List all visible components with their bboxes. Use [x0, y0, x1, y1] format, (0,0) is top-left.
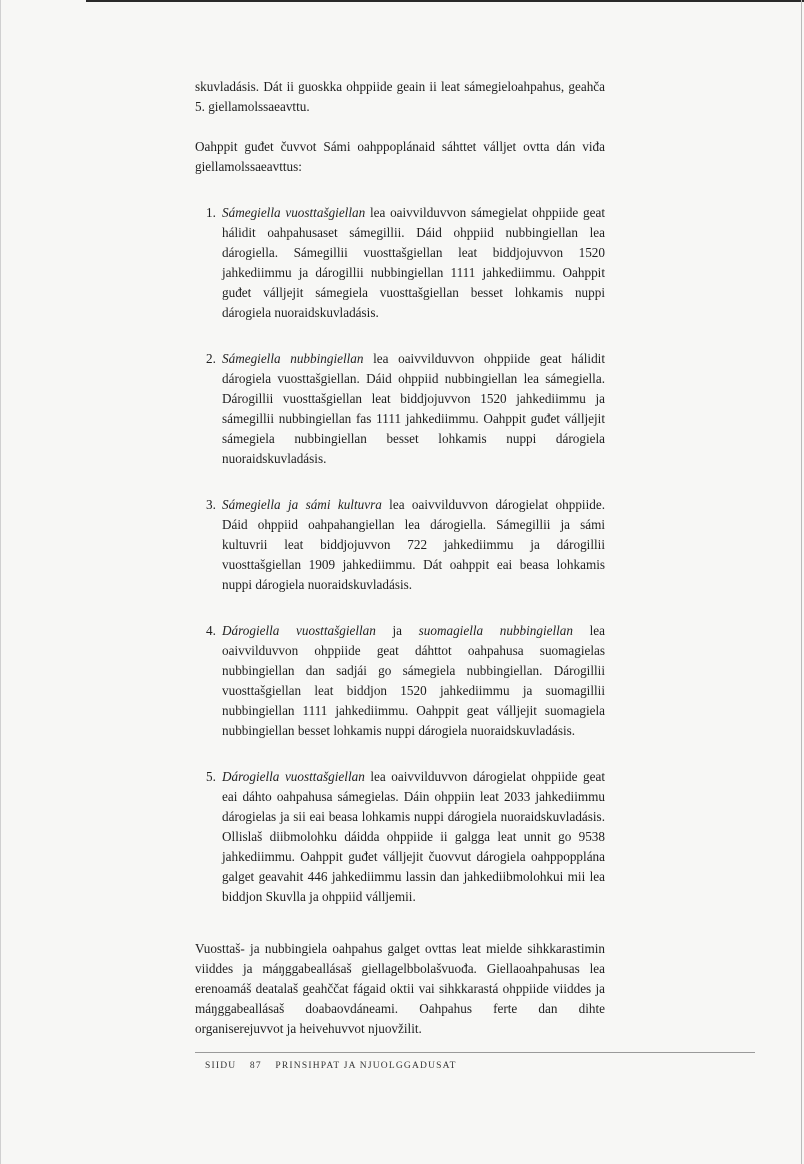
option-title: Sámegiella vuosttašgiellan	[222, 205, 366, 220]
list-item-option-5	[195, 767, 605, 907]
option-text: lea oaivvilduvvon sámegielat ohppiide geat hálidit oahpahusaset sámegillii. Dáid ohppiid nubbingiellan lea dárogiella. Sámegillii vuosttašgiellan leat biddjojuvvon 1520 jahkediimmu ja dárogillii nubbingiellan 1111 jahkediimmu. Oahppit guđet válljejit sámegiela vuosttašgiellan besset lohkamis nuppi dárogiela nuoraidskuvladásis.	[222, 205, 606, 320]
page-content	[195, 77, 605, 1039]
footer-section-title: PRINSIHPAT JA NJUOLGGADUSAT	[275, 1061, 457, 1071]
option-title: Dárogiella vuosttašgiellan	[222, 769, 365, 784]
list-item-option-4	[195, 621, 605, 741]
option-title: Dárogiella vuosttašgiellan	[222, 623, 376, 638]
closing-paragraph: Vuosttaš- ja nubbingiela oahpahus galget ovttas leat mielde sihkkarastimin viiddes ja máŋggabeallásaš giellagelbbolašvuođa. Giellaoahpahusas lea erenoamáš deatalaš geahččat fágaid oktii vai sihkkarastá ohppiide viiddes ja máŋggabeallásaš doabaovdáneami. Oahpahus ferte dan dihte organiserejuvvot ja heivehuvvot njuovžilit.	[195, 941, 605, 1036]
option-text: lea oaivvilduvvon ohppiide geat hálidit dárogiela vuosttašgiellan. Dáid ohppiid nubbingiellan lea sámegiella. Dárogillii vuosttašgiellan leat biddjojuvvon 1520 jahkediimmu ja sámegillii nubbingiellan fas 1111 jahkediimmu. Oahppit guđet válljejit sámegiela nubbingiellan besset lohkamis nuppi dárogiela nuoraidskuvladásis.	[222, 351, 605, 466]
list-item-number: 5.	[206, 769, 216, 784]
list-item-number: 4.	[206, 623, 216, 638]
option-title: Sámegiella nubbingiellan	[222, 351, 364, 366]
intro-paragraph: skuvladásis. Dát ii guoskka ohppiide geain ii leat sámegieloahpahus, geahča 5. giellamolssaeavttu.	[195, 79, 605, 114]
list-item-number: 3.	[206, 497, 216, 512]
language-options-list	[195, 203, 605, 907]
option-title: Sámegiella ja sámi kultuvra	[222, 497, 382, 512]
list-item-option-1	[195, 203, 605, 323]
list-item-number: 1.	[206, 205, 216, 220]
footer-page-label: SIIDU	[205, 1061, 237, 1071]
page-edge-left	[0, 0, 1, 1164]
top-rule	[86, 0, 804, 2]
page-footer	[205, 1061, 467, 1071]
option-text: lea oaivvilduvvon dárogielat ohppiide geat eai dáhto oahpahusa sámegielas. Dáin ohppiin leat 2033 jahkediimmu dárogielas ja sii eai beasa lohkamis nuppi dárogiela nuoraidskuvladásis. Ollislaš diibmolohku dáidda ohppiide ii galgga leat unnit go 9538 jahkediimmu. Oahppit guđet válljejit čuovvut dárogiela oahppopplána galget geavahit 446 jahkediimmu lassin dan jahkediibmolohkui mii lea biddjon Skuvlla ja ohppiid válljemii.	[222, 769, 605, 904]
option-title-secondary: suomagiella nubbingiellan	[418, 623, 573, 638]
list-item-option-3	[195, 495, 605, 595]
lead-paragraph: Oahppit guđet čuvvot Sámi oahppoplánaid sáhttet válljet ovtta dán viđa giellamolssaeavttus:	[195, 139, 605, 174]
footer-rule	[195, 1052, 755, 1053]
page-edge-right	[801, 0, 802, 1164]
list-item-option-2	[195, 349, 605, 469]
option-connector: ja	[375, 623, 419, 638]
footer-page-number: 87	[249, 1061, 262, 1071]
option-text: lea oaivvilduvvon ohppiide geat dáhttot oahpahusa suomagielas nubbingiellan dan sadjái go sámegiela nubbingiellan. Dárogillii vuosttašgiellan leat biddjon 1520 jahkediimmu ja suomagillii nubbingiellan 1111 jahkediimmu. Oahppit geat válljejit suomagiela nubbingiellan besset lohkamis nuppi dárogiela nuoraidskuvladásis.	[222, 623, 605, 738]
option-text: lea oaivvilduvvon dárogielat ohppiide. Dáid ohppiid oahpahangiellan lea dárogiella. Sámegillii ja sámi kultuvrii leat biddjojuvvon 722 jahkediimmu ja dárogillii vuosttašgiellan 1909 jahkediimmu. Dát oahppit eai beasa lohkamis nuppi dárogiela nuoraidskuvladásis.	[222, 497, 605, 592]
list-item-number: 2.	[206, 351, 216, 366]
